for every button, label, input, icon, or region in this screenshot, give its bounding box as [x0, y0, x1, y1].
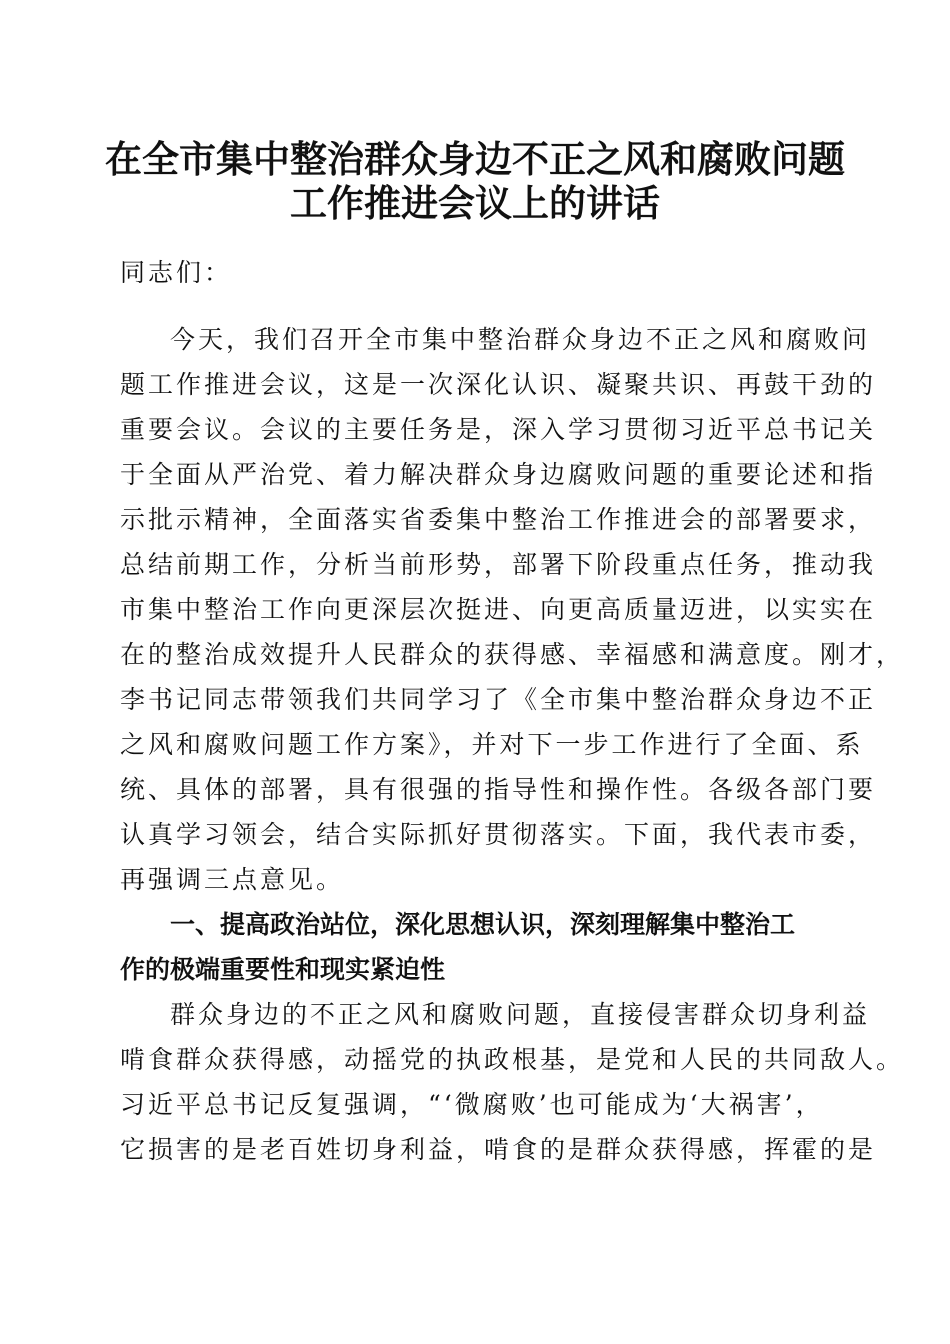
paragraph-line: 题工作推进会议，这是一次深化认识、凝聚共识、再鼓干劲的 — [120, 370, 877, 399]
paragraph-line: 李书记同志带领我们共同学习了《全市集中整治群众身边不正 — [120, 685, 877, 714]
paragraph-line: 之风和腐败问题工作方案》，并对下一步工作进行了全面、系 — [120, 730, 864, 759]
paragraph-line: 在的整治成效提升人民群众的获得感、幸福感和满意度。刚才， — [120, 640, 905, 669]
salutation: 同志们： — [120, 258, 233, 287]
document-title-line-1: 在全市集中整治群众身边不正之风和腐败问题 — [105, 137, 845, 181]
paragraph-line: 它损害的是老百姓切身利益，啃食的是群众获得感，挥霍的是 — [120, 1135, 877, 1164]
paragraph-line: 总结前期工作，分析当前形势，部署下阶段重点任务，推动我 — [120, 550, 877, 579]
paragraph-line: 认真学习领会，结合实际抓好贯彻落实。下面，我代表市委， — [120, 820, 877, 849]
paragraph-line: 于全面从严治党、着力解决群众身边腐败问题的重要论述和指 — [120, 460, 877, 489]
paragraph-line: 今天，我们召开全市集中整治群众身边不正之风和腐败问 — [170, 325, 871, 354]
paragraph-line: 群众身边的不正之风和腐败问题，直接侵害群众切身利益 — [170, 1000, 871, 1029]
paragraph-line: 统、具体的部署，具有很强的指导性和操作性。各级各部门要 — [120, 775, 877, 804]
paragraph-line: 再强调三点意见。 — [120, 865, 345, 894]
document-title-line-2: 工作推进会议上的讲话 — [290, 181, 660, 225]
paragraph-line: 重要会议。会议的主要任务是，深入学习贯彻习近平总书记关 — [120, 415, 877, 444]
section-heading-line: 一、提高政治站位，深化思想认识，深刻理解集中整治工 — [170, 910, 796, 939]
section-heading-line: 作的极端重要性和现实紧迫性 — [120, 955, 446, 984]
paragraph-line: 习近平总书记反复强调，“‘微腐败’也可能成为‘大祸害’， — [120, 1090, 824, 1119]
paragraph-line: 啃食群众获得感，动摇党的执政根基，是党和人民的共同敌人。 — [120, 1045, 905, 1074]
paragraph-line: 市集中整治工作向更深层次挺进、向更高质量迈进，以实实在 — [120, 595, 877, 624]
paragraph-line: 示批示精神，全面落实省委集中整治工作推进会的部署要求， — [120, 505, 877, 534]
